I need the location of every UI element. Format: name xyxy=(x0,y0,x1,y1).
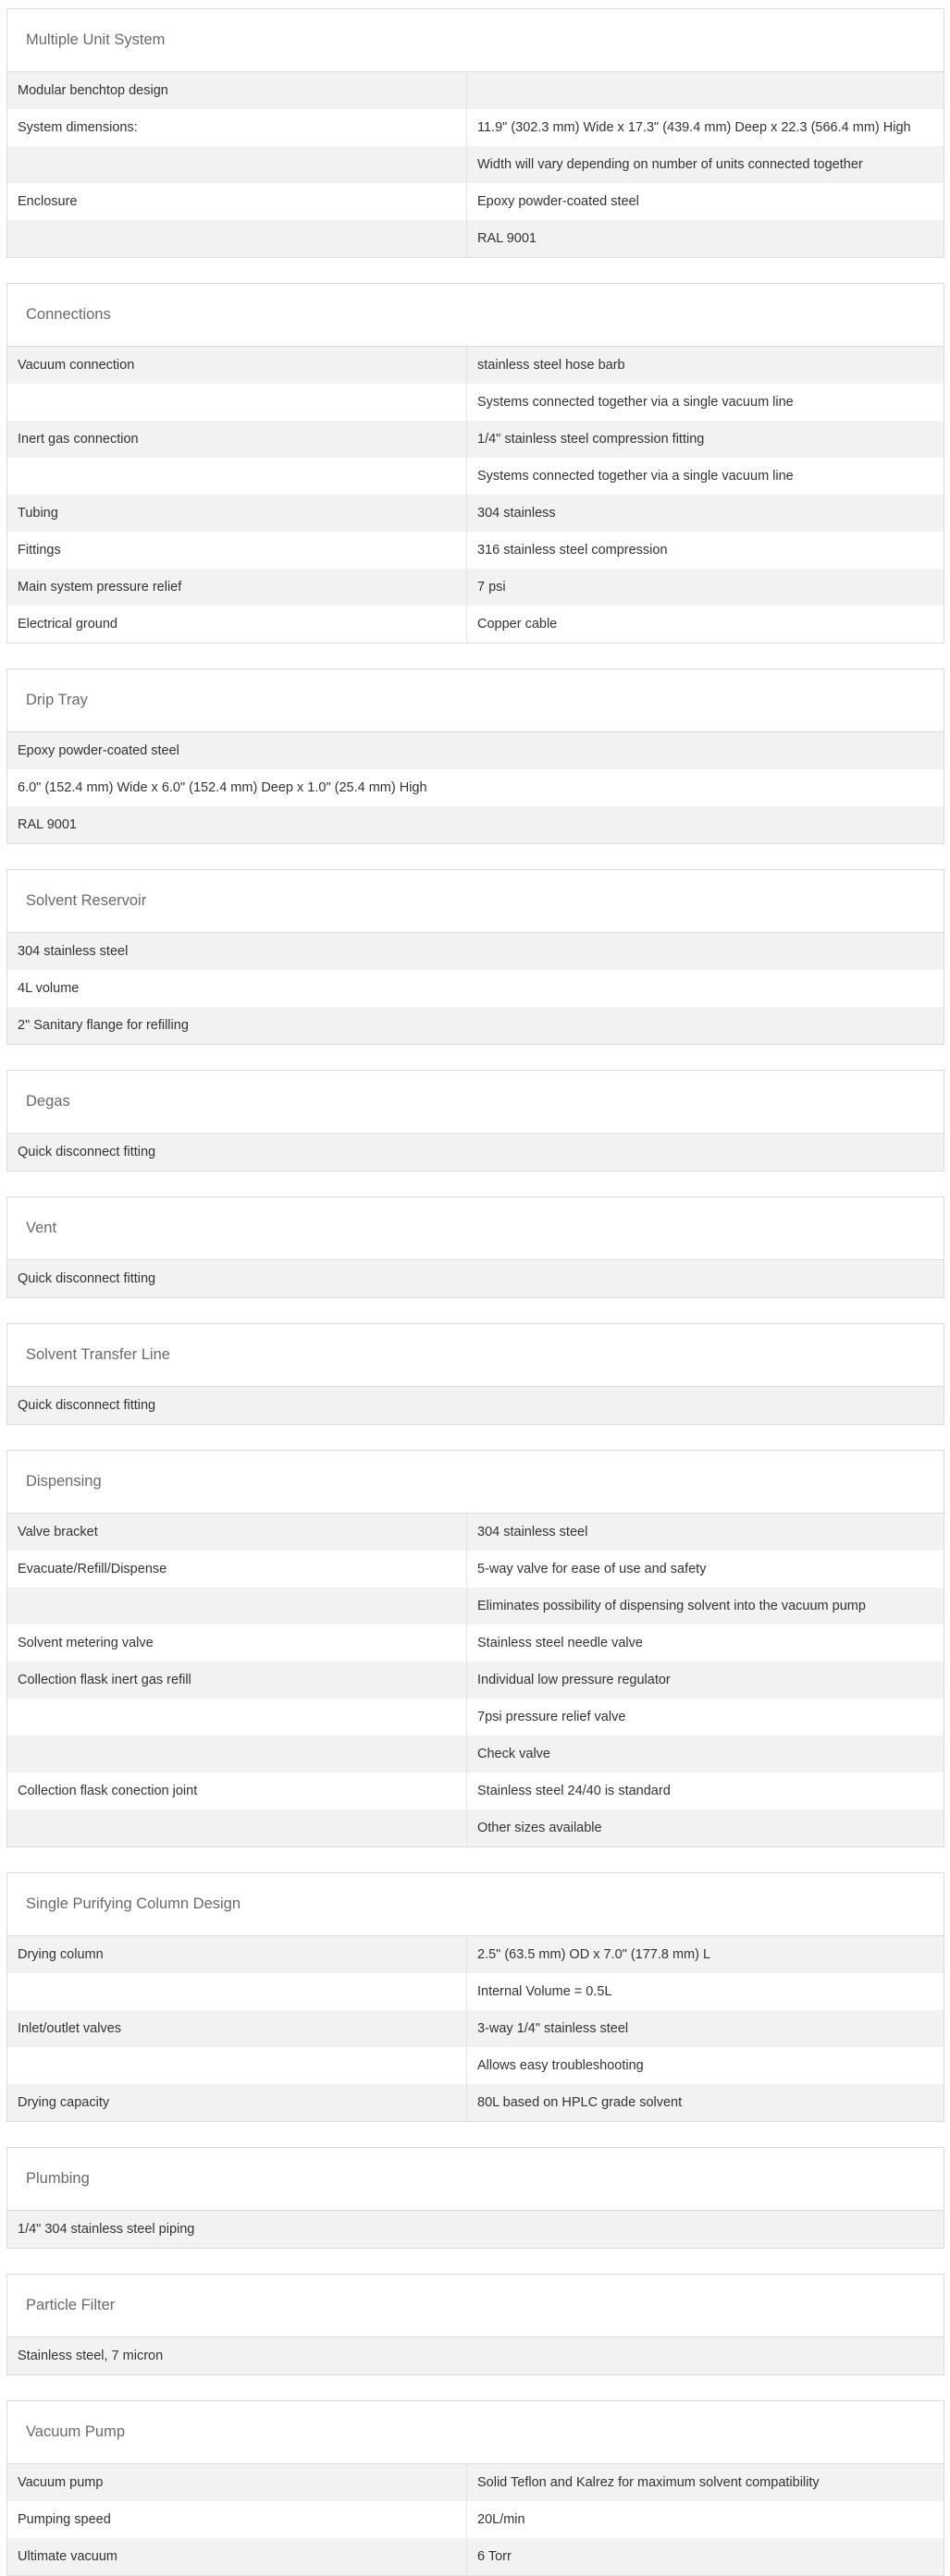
spec-label-cell: Tubing xyxy=(7,495,467,532)
spec-label-cell xyxy=(7,2047,467,2084)
spec-table xyxy=(7,2337,944,2374)
spec-table xyxy=(7,347,944,643)
spec-label-cell xyxy=(7,384,467,421)
spec-section xyxy=(6,1323,944,1425)
spec-section xyxy=(6,8,944,258)
spec-section xyxy=(6,1450,944,1847)
spec-value-cell: Epoxy powder-coated steel xyxy=(477,194,639,209)
spec-value-cell: RAL 9001 xyxy=(477,231,537,246)
spec-table xyxy=(7,1260,944,1297)
table-row xyxy=(7,1387,944,1424)
spec-value-cell: RAL 9001 xyxy=(18,817,77,832)
spec-value-cell: 1/4" 304 stainless steel piping xyxy=(18,2222,195,2237)
table-row xyxy=(7,1662,944,1699)
spec-value-cell: Check valve xyxy=(477,1747,550,1761)
section-title: Degas xyxy=(7,1071,944,1134)
table-row xyxy=(7,532,944,569)
spec-value-cell: Quick disconnect fitting xyxy=(18,1271,156,1286)
spec-table xyxy=(7,1514,944,1846)
spec-section xyxy=(6,2274,944,2375)
spec-value-cell: Individual low pressure regulator xyxy=(477,1673,671,1687)
spec-value-cell: Allows easy troubleshooting xyxy=(477,2058,644,2073)
spec-label-cell: Vacuum connection xyxy=(7,347,467,384)
spec-value-cell: Eliminates possibility of dispensing solvent into the vacuum pump xyxy=(477,1599,866,1613)
table-row xyxy=(7,72,944,109)
spec-table xyxy=(7,1936,944,2121)
spec-value-cell: 7 psi xyxy=(477,580,506,595)
spec-label-cell xyxy=(7,1973,467,2010)
table-row xyxy=(7,732,944,769)
table-row xyxy=(7,933,944,970)
section-title: Multiple Unit System xyxy=(7,9,944,72)
table-row xyxy=(7,1551,944,1588)
spec-value-cell: 4L volume xyxy=(18,981,80,996)
table-row xyxy=(7,2538,944,2575)
section-title: Solvent Transfer Line xyxy=(7,1324,944,1387)
spec-table xyxy=(7,1387,944,1424)
table-row xyxy=(7,970,944,1007)
table-row xyxy=(7,606,944,643)
spec-value-cell: Quick disconnect fitting xyxy=(18,1145,156,1159)
spec-section xyxy=(6,283,944,644)
section-title: Solvent Reservoir xyxy=(7,870,944,933)
spec-label-cell: Valve bracket xyxy=(7,1514,467,1551)
table-row xyxy=(7,1973,944,2010)
spec-label-cell: Modular benchtop design xyxy=(7,72,467,109)
spec-section xyxy=(6,669,944,844)
table-row xyxy=(7,2047,944,2084)
table-row xyxy=(7,2337,944,2374)
spec-label-cell xyxy=(7,1809,467,1846)
table-row xyxy=(7,2211,944,2248)
section-title: Vent xyxy=(7,1197,944,1260)
spec-table xyxy=(7,732,944,843)
spec-label-cell xyxy=(7,1736,467,1773)
table-row xyxy=(7,384,944,421)
spec-label-cell: Solvent metering valve xyxy=(7,1625,467,1662)
table-row xyxy=(7,347,944,384)
spec-table xyxy=(7,72,944,257)
table-row xyxy=(7,421,944,458)
table-row xyxy=(7,1936,944,1973)
spec-label-cell: Fittings xyxy=(7,532,467,569)
table-row xyxy=(7,495,944,532)
section-title: Single Purifying Column Design xyxy=(7,1873,944,1936)
spec-value-cell: Copper cable xyxy=(477,617,558,632)
spec-value-cell: 6 Torr xyxy=(477,2549,512,2564)
spec-label-cell: Inlet/outlet valves xyxy=(7,2010,467,2047)
spec-section xyxy=(6,1070,944,1171)
spec-value-cell: 304 stainless xyxy=(477,506,556,521)
spec-label-cell: Collection flask conection joint xyxy=(7,1773,467,1809)
spec-value-cell: Stainless steel 24/40 is standard xyxy=(477,1784,671,1798)
section-title: Dispensing xyxy=(7,1451,944,1514)
table-row xyxy=(7,220,944,257)
spec-section xyxy=(6,2147,944,2249)
spec-value-cell: 11.9" (302.3 mm) Wide x 17.3" (439.4 mm) Deep x 22.3 (566.4 mm) High xyxy=(477,120,911,135)
table-row xyxy=(7,769,944,806)
spec-label-cell: Pumping speed xyxy=(7,2501,467,2538)
spec-value-cell: Epoxy powder-coated steel xyxy=(18,743,179,758)
spec-value-cell: Solid Teflon and Kalrez for maximum solvent compatibility xyxy=(477,2475,820,2490)
spec-section xyxy=(6,1196,944,1298)
spec-label-cell: Evacuate/Refill/Dispense xyxy=(7,1551,467,1588)
table-row xyxy=(7,569,944,606)
section-title: Plumbing xyxy=(7,2148,944,2211)
spec-label-cell: Ultimate vacuum xyxy=(7,2538,467,2575)
spec-label-cell: Vacuum pump xyxy=(7,2464,467,2501)
section-title: Connections xyxy=(7,284,944,347)
table-row xyxy=(7,1134,944,1171)
spec-value-cell: 7psi pressure relief valve xyxy=(477,1710,626,1724)
spec-label-cell xyxy=(7,1699,467,1736)
table-row xyxy=(7,1736,944,1773)
spec-label-cell: Drying capacity xyxy=(7,2084,467,2121)
spec-table xyxy=(7,2211,944,2248)
spec-label-cell: Inert gas connection xyxy=(7,421,467,458)
spec-value-cell: 1/4" stainless steel compression fitting xyxy=(477,432,705,447)
spec-label-cell xyxy=(7,1588,467,1625)
table-row xyxy=(7,2084,944,2121)
spec-value-cell: 3-way 1/4" stainless steel xyxy=(477,2021,629,2036)
spec-value-cell: Width will vary depending on number of units connected together xyxy=(477,157,863,172)
spec-value-cell: 2" Sanitary flange for refilling xyxy=(18,1018,189,1033)
table-row xyxy=(7,1588,944,1625)
table-row xyxy=(7,1007,944,1044)
spec-value-cell: 20L/min xyxy=(477,2512,525,2527)
spec-value-cell: Internal Volume = 0.5L xyxy=(477,1984,612,1999)
spec-value-cell: Systems connected together via a single vacuum line xyxy=(477,395,794,410)
table-row xyxy=(7,1773,944,1809)
table-row xyxy=(7,806,944,843)
spec-label-cell: Drying column xyxy=(7,1936,467,1973)
spec-value-cell: Systems connected together via a single vacuum line xyxy=(477,469,794,484)
spec-label-cell: Main system pressure relief xyxy=(7,569,467,606)
spec-section xyxy=(6,869,944,1045)
spec-label-cell xyxy=(7,146,467,183)
spec-value-cell: Stainless steel needle valve xyxy=(477,1636,643,1650)
spec-value-cell: Quick disconnect fitting xyxy=(18,1398,156,1413)
spec-table xyxy=(7,2464,944,2575)
spec-value-cell: 5-way valve for ease of use and safety xyxy=(477,1562,707,1576)
table-row xyxy=(7,1514,944,1551)
spec-value-cell: 80L based on HPLC grade solvent xyxy=(477,2095,683,2110)
spec-value-cell: 6.0" (152.4 mm) Wide x 6.0" (152.4 mm) Deep x 1.0" (25.4 mm) High xyxy=(18,780,427,795)
table-row xyxy=(7,183,944,220)
table-row xyxy=(7,1625,944,1662)
spec-value-cell: stainless steel hose barb xyxy=(477,358,625,373)
spec-label-cell xyxy=(7,220,467,257)
spec-value-cell xyxy=(467,72,944,109)
spec-value-cell: Stainless steel, 7 micron xyxy=(18,2349,164,2363)
table-row xyxy=(7,1699,944,1736)
table-row xyxy=(7,2501,944,2538)
spec-label-cell: Electrical ground xyxy=(7,606,467,643)
table-row xyxy=(7,1260,944,1297)
section-title: Drip Tray xyxy=(7,669,944,732)
table-row xyxy=(7,2464,944,2501)
spec-label-cell xyxy=(7,458,467,495)
spec-label-cell: Collection flask inert gas refill xyxy=(7,1662,467,1699)
spec-value-cell: 2.5" (63.5 mm) OD x 7.0" (177.8 mm) L xyxy=(477,1947,711,1962)
spec-value-cell: 304 stainless steel xyxy=(477,1525,588,1539)
table-row xyxy=(7,458,944,495)
table-row xyxy=(7,146,944,183)
spec-value-cell: Other sizes available xyxy=(477,1821,602,1835)
table-row xyxy=(7,1809,944,1846)
spec-section xyxy=(6,1872,944,2122)
section-title: Vacuum Pump xyxy=(7,2401,944,2464)
section-title: Particle Filter xyxy=(7,2275,944,2337)
spec-label-cell: Enclosure xyxy=(7,183,467,220)
spec-table xyxy=(7,1134,944,1171)
spec-value-cell: 316 stainless steel compression xyxy=(477,543,668,558)
spec-value-cell: 304 stainless steel xyxy=(18,944,129,959)
table-row xyxy=(7,109,944,146)
spec-label-cell: System dimensions: xyxy=(7,109,467,146)
spec-table xyxy=(7,933,944,1044)
table-row xyxy=(7,2010,944,2047)
spec-section xyxy=(6,2400,944,2576)
